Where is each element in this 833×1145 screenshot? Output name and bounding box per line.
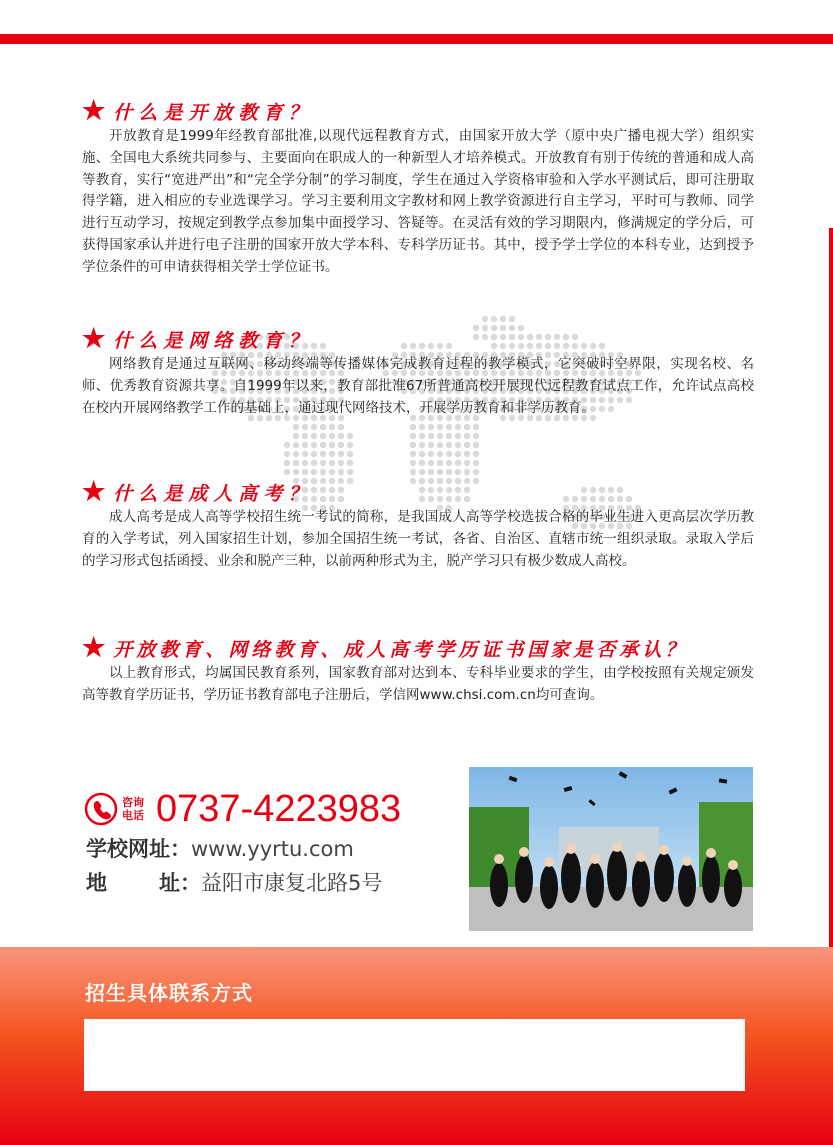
footer-contact-box [84, 1019, 745, 1091]
right-red-bar [829, 228, 833, 948]
star-icon: ★ [82, 96, 106, 126]
website-row [86, 832, 401, 866]
section-body: 网络教育是通过互联网、移动终端等传播媒体完成教育过程的教学模式，它突破时空界限，实现名校、名师、优秀教育资源共享。自1999年以来，教育部批准67所普通高校开展现代远程教育试点工作，允许试点高校在校内开展网络教学工作的基础上，通过现代网络技术，开展学历教育和非学历教育。 [82, 356, 754, 416]
phone-row [84, 786, 401, 832]
phone-label-line-2: 电话 [122, 809, 144, 822]
contact-block [84, 786, 401, 900]
footer-banner [0, 947, 833, 1145]
section-title-text: 什么是开放教育？ [113, 101, 314, 124]
star-icon: ★ [82, 633, 106, 663]
phone-label-line-1: 咨询 [122, 796, 144, 809]
star-icon: ★ [82, 324, 106, 354]
section-title [82, 96, 754, 126]
address-label-2: 址： [159, 871, 201, 895]
section-title-text: 什么是成人高考？ [113, 482, 314, 505]
section-adult-exam [82, 477, 754, 572]
section-body: 开放教育是1999年经教育部批准,以现代远程教育方式，由国家开放大学（原中央广播电视大学）组织实施、全国电大系统共同参与、主要面向在职成人的一种新型人才培养模式。开放教育有别于传统的普通和成人高等教育，实行“宽进严出”和“完全学分制”的学习制度，学生在通过入学资格审验和入学水平测试后，即可注册取得学籍，进入相应的专业选课学习。学习主要利用文字教材和网上教学资源进行自主学习，平时可与教师、同学进行互动学习，按规定到教学点参加集中面授学习、答疑等。在灵活有效的学习期限内，修满规定的学分后，可获得国家承认并进行电子注册的国家开放大学本科、专科学历证书。其中，授予学士学位的本科专业，达到授予学位条件的可申请获得相关学士学位证书。 [82, 128, 754, 275]
website-link[interactable]: www.yyrtu.com [191, 837, 354, 861]
top-red-bar [0, 34, 833, 44]
address-value: 益阳市康复北路5号 [201, 871, 383, 895]
section-open-education [82, 96, 754, 279]
address-row [86, 866, 401, 900]
section-title [82, 324, 754, 354]
phone-icon [84, 792, 118, 826]
phone-number[interactable]: 0737-4223983 [156, 787, 402, 830]
section-online-education [82, 324, 754, 419]
footer-title: 招生具体联系方式 [85, 981, 253, 1005]
section-title-text: 开放教育、网络教育、成人高考学历证书国家是否承认？ [113, 638, 689, 661]
website-label: 学校网址： [86, 837, 191, 861]
section-body: 以上教育形式，均属国民教育系列，国家教育部对达到本、专科毕业要求的学生，由学校按照有关规定颁发高等教育学历证书，学历证书教育部电子注册后，学信网www.chsi.com.cn均可查询。 [82, 665, 754, 703]
section-recognition [82, 633, 754, 707]
section-title [82, 477, 754, 507]
section-title-text: 什么是网络教育？ [113, 329, 314, 352]
star-icon: ★ [82, 477, 106, 507]
section-title [82, 633, 754, 663]
phone-label [122, 796, 150, 822]
graduation-photo [469, 767, 753, 931]
address-label-1: 地 [86, 871, 159, 895]
section-body: 成人高考是成人高等学校招生统一考试的简称，是我国成人高等学校选拔合格的毕业生进入更高层次学历教育的入学考试，列入国家招生计划，参加全国招生统一考试，各省、自治区、直辖市统一组织录取。录取入学后的学习形式包括函授、业余和脱产三种，以前两种形式为主，脱产学习只有极少数成人高校。 [82, 509, 754, 569]
